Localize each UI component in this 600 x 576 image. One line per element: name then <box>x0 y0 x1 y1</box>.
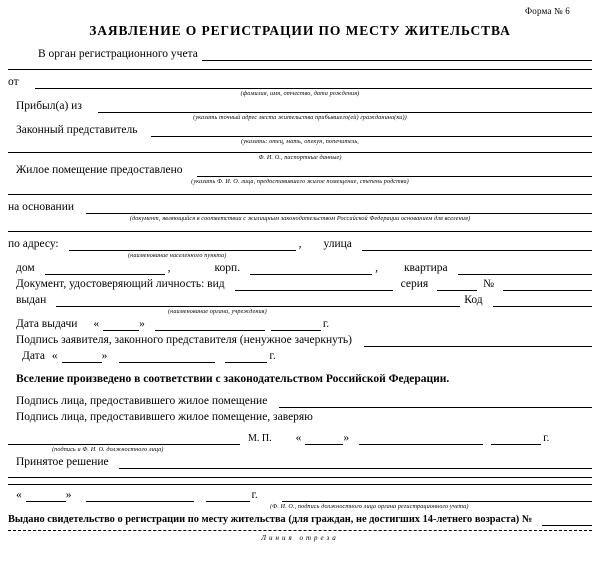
issue-year-abbr: г. <box>322 318 330 330</box>
flat-label: квартира <box>403 262 448 274</box>
applicant-date-quote-close: » <box>101 350 108 362</box>
premises-row <box>8 164 592 177</box>
provider-certify-row <box>8 411 592 424</box>
issued-by-input[interactable] <box>56 294 460 307</box>
registrar-date-quote-close: » <box>65 489 72 501</box>
id-document-row <box>8 278 592 291</box>
from-caption: (фамилия, имя, отчество, дата рождения) <box>240 90 360 97</box>
arrived-input[interactable] <box>98 100 592 113</box>
official-year-abbr: г. <box>543 432 550 444</box>
official-signature-input[interactable] <box>8 432 240 445</box>
cut-line-divider <box>8 530 592 531</box>
representative-input[interactable] <box>151 124 592 137</box>
issued-by-caption: (наименование органа, учреждения) <box>168 308 267 315</box>
from-input[interactable] <box>35 76 592 89</box>
number-input[interactable] <box>503 278 592 291</box>
applicant-date-quote-open: « <box>51 350 58 362</box>
basis-row <box>8 201 592 214</box>
official-year-input[interactable] <box>491 432 541 445</box>
building-comma: , <box>375 262 378 274</box>
authority-row <box>8 48 592 61</box>
issued-by-row <box>8 294 592 307</box>
premises-label: Жилое помещение предоставлено <box>16 164 183 176</box>
street-input[interactable] <box>362 238 592 251</box>
registrar-month-input[interactable] <box>86 489 194 502</box>
arrived-label: Прибыл(а) из <box>16 100 82 112</box>
registrar-year-input[interactable] <box>206 489 250 502</box>
building-label: корп. <box>214 262 241 274</box>
decision-label: Принятое решение <box>16 456 109 468</box>
official-caption: (подпись и Ф. И. О. должностного лица) <box>52 446 164 453</box>
issue-date-quote-close: » <box>139 318 145 330</box>
flat-input[interactable] <box>458 262 592 275</box>
number-label: № <box>483 278 495 290</box>
issued-by-label: выдан <box>16 294 47 306</box>
arrived-caption: (указать точный адрес места жительства прибывшего(ей) гражданина(ки)) <box>193 114 407 121</box>
applicant-signature-input[interactable] <box>364 334 592 347</box>
basis-caption: (документ, являющийся в соответствии с жилищным законодательством Российской Федерации основанием для вселения) <box>129 215 471 222</box>
issue-date-label: Дата выдачи <box>16 318 78 330</box>
basis-input[interactable] <box>86 201 592 214</box>
registrar-day-input[interactable] <box>26 489 66 502</box>
provider-signature-input[interactable] <box>279 395 592 408</box>
registrar-year-abbr: г. <box>251 489 258 501</box>
representative-caption: (указать: отец, мать, опекун, попечитель, <box>241 138 359 145</box>
address-caption: (наименование населенного пункта) <box>128 252 227 259</box>
certificate-row <box>8 513 592 526</box>
representative-caption-2: Ф. И. О., паспортные данные) <box>258 154 342 161</box>
representative-continuation-rule <box>8 152 592 153</box>
house-label: дом <box>16 262 35 274</box>
address-row <box>8 238 592 251</box>
applicant-year-abbr: г. <box>269 350 276 362</box>
building-input[interactable] <box>250 262 372 275</box>
house-row <box>8 262 592 275</box>
arrived-row <box>8 100 592 113</box>
street-label: улица <box>323 238 352 250</box>
applicant-date-label: Дата <box>22 350 45 362</box>
form-number: Форма № 6 <box>525 6 570 16</box>
official-date-quote-close: » <box>343 432 350 444</box>
decision-input[interactable] <box>119 456 592 469</box>
issue-date-quote-open: « <box>93 318 100 330</box>
id-doc-label: Документ, удостоверяющий личность: вид <box>16 278 225 290</box>
applicant-day-input[interactable] <box>62 350 102 363</box>
issue-day-input[interactable] <box>103 318 139 331</box>
premises-input[interactable] <box>197 164 592 177</box>
provider-certify-label: Подпись лица, предоставившего жилое помещение, заверяю <box>16 411 313 423</box>
applicant-signature-label: Подпись заявителя, законного представителя (ненужное зачеркнуть) <box>16 334 352 346</box>
representative-label: Законный представитель <box>16 124 138 136</box>
issue-year-input[interactable] <box>271 318 321 331</box>
official-day-input[interactable] <box>305 432 343 445</box>
address-comma: , <box>298 238 302 250</box>
code-input[interactable] <box>493 294 592 307</box>
code-label: Код <box>464 294 483 306</box>
series-input[interactable] <box>437 278 477 291</box>
provider-signature-label: Подпись лица, предоставившего жилое помещение <box>16 395 268 407</box>
certificate-label: Выдано свидетельство о регистрации по месту жительства (для граждан, не достигших 14-летнего возраста) № <box>8 514 533 525</box>
applicant-date-row <box>8 350 592 363</box>
settlement-input[interactable] <box>69 238 296 251</box>
from-row <box>8 76 592 89</box>
registrar-date-quote-open: « <box>16 489 22 501</box>
cut-line-label: Линия отреза <box>261 534 339 542</box>
issue-date-row <box>8 318 592 331</box>
certificate-number-input[interactable] <box>542 513 592 526</box>
issue-month-input[interactable] <box>155 318 265 331</box>
official-month-input[interactable] <box>359 432 483 445</box>
authority-label: В орган регистрационного учета <box>38 48 198 60</box>
house-comma: , <box>167 262 171 274</box>
official-signature-row <box>8 432 592 445</box>
house-input[interactable] <box>45 262 165 275</box>
authority-input[interactable] <box>202 48 592 61</box>
id-doc-type-input[interactable] <box>235 278 393 291</box>
applicant-year-input[interactable] <box>225 350 267 363</box>
address-label: по адресу: <box>8 238 59 250</box>
seal-label: М. П. <box>248 433 272 444</box>
provider-signature-row <box>8 395 592 408</box>
registrar-caption: (Ф. И. О., подпись должностного лица органа регистрационного учета) <box>270 503 469 510</box>
representative-row <box>8 124 592 137</box>
premises-caption: (указать Ф. И. О. лица, предоставившего жилое помещение, степень родства) <box>191 178 409 185</box>
basis-label: на основании <box>8 201 75 213</box>
registrar-date-row <box>8 489 592 502</box>
registrar-signature-input[interactable] <box>282 489 592 502</box>
applicant-month-input[interactable] <box>119 350 215 363</box>
decision-row <box>8 456 592 469</box>
from-label: от <box>8 76 19 88</box>
official-date-quote-open: « <box>295 432 302 444</box>
page-title: ЗАЯВЛЕНИЕ О РЕГИСТРАЦИИ ПО МЕСТУ ЖИТЕЛЬСТВА <box>89 23 511 38</box>
occupancy-statement: Вселение произведено в соответствии с законодательством Российской Федерации. <box>16 373 450 385</box>
applicant-signature-row <box>8 334 592 347</box>
series-label: серия <box>400 278 429 290</box>
